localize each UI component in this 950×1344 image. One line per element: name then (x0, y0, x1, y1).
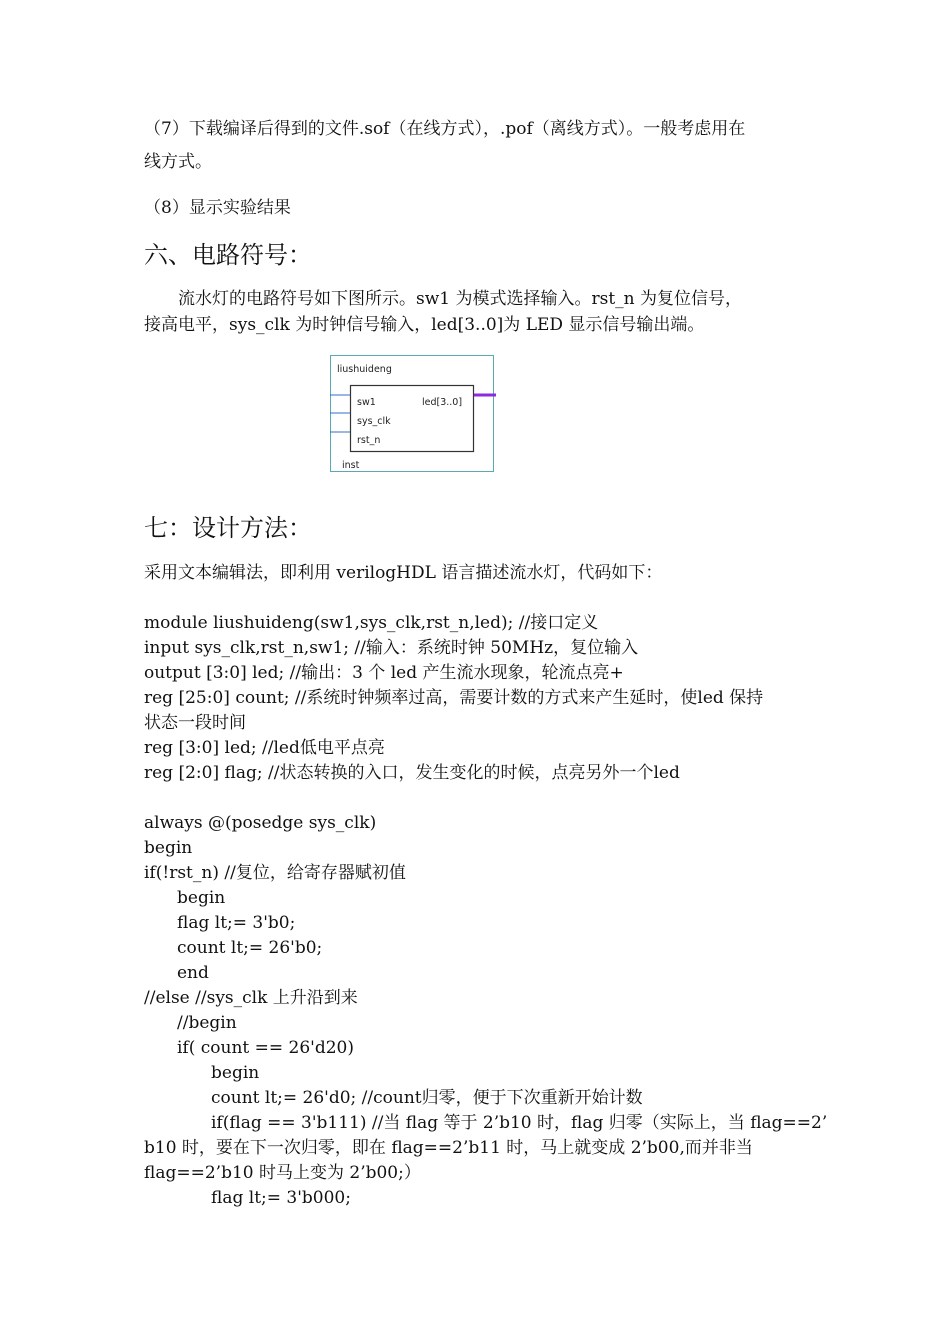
code-line: count lt;= 26'b0; (177, 938, 323, 958)
method-intro: 采用文本编辑法，即利用 verilogHDL 语言描述流水灯，代码如下： (144, 563, 663, 583)
symbol-pin-label-sw1: sw1 (357, 397, 376, 408)
symbol-desc-line1: 流水灯的电路符号如下图所示。sw1 为模式选择输入。rst_n 为复位信号， (144, 289, 743, 309)
code-line: if(!rst_n) //复位，给寄存器赋初值 (144, 863, 406, 883)
code-line: begin (177, 888, 226, 908)
code-line: module liushuideng(sw1,sys_clk,rst_n,led); //接口定义 (144, 613, 599, 633)
code-line: flag lt;= 3'b000; (211, 1188, 351, 1208)
code-line: flag lt;= 3'b0; (177, 913, 296, 933)
symbol-pin-label-rst-n: rst_n (357, 435, 381, 446)
p8-line: （8）显示实验结果 (144, 198, 291, 218)
symbol-desc-line2: 接高电平，sys_clk 为时钟信号输入，led[3..0]为 LED 显示信号输出端。 (144, 315, 705, 335)
symbol-module-name: liushuideng (337, 364, 392, 375)
code-line: reg [3:0] led; //led低电平点亮 (144, 738, 385, 758)
code-line: 状态一段时间 (144, 713, 246, 733)
code-line: input sys_clk,rst_n,sw1; //输入：系统时钟 50MHz，复位输入 (144, 638, 639, 658)
p7-line1: （7）下载编译后得到的文件.sof（在线方式），.pof（离线方式）。一般考虑用在 (144, 119, 746, 139)
code-line: reg [2:0] flag; //状态转换的入口，发生变化的时候，点亮另外一个led (144, 763, 680, 783)
section-heading-design-method: 七：设计方法： (144, 514, 312, 542)
code-line: flag==2’b10 时马上变为 2’b00;） (144, 1163, 421, 1183)
code-line: end (177, 963, 209, 983)
code-line: b10 时，要在下一次归零，即在 flag==2’b11 时，马上就变成 2’b00,而并非当 (144, 1138, 753, 1158)
code-line: begin (144, 838, 193, 858)
code-line: //else //sys_clk 上升沿到来 (144, 988, 358, 1008)
section-heading-circuit-symbol: 六、电路符号： (144, 241, 312, 269)
code-line: count lt;= 26'd0; //count归零，便于下次重新开始计数 (211, 1088, 643, 1108)
code-line: if( count == 26'd20) (177, 1038, 354, 1058)
symbol-pin-label-led: led[3..0] (422, 397, 463, 408)
code-line: //begin (177, 1013, 237, 1033)
code-line: always @(posedge sys_clk) (144, 813, 377, 833)
symbol-pin-label-sys-clk: sys_clk (357, 416, 391, 427)
code-line: output [3:0] led; //输出：3 个 led 产生流水现象，轮流点亮+ (144, 663, 624, 683)
code-line: reg [25:0] count; //系统时钟频率过高，需要计数的方式来产生延时，使led 保持 (144, 688, 764, 708)
code-line: begin (211, 1063, 260, 1083)
p7-line2: 线方式。 (144, 152, 212, 172)
code-line: if(flag == 3'b111) //当 flag 等于 2’b10 时，flag 归零（实际上，当 flag==2’ (211, 1113, 828, 1133)
circuit-symbol-figure (330, 355, 496, 473)
symbol-instance-name: inst (342, 460, 360, 471)
